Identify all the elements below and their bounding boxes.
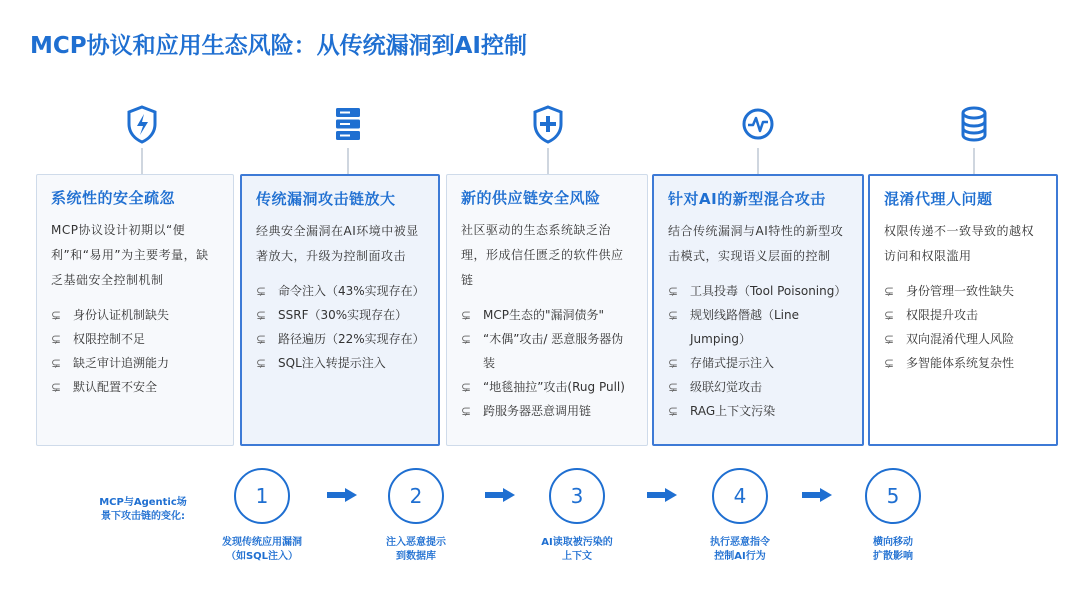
list-item: ⊊ “木偶”攻击/ 恶意服务器伪装	[461, 327, 633, 375]
icon-column-3	[518, 104, 578, 174]
card-title: 传统漏洞攻击链放大	[256, 190, 396, 208]
list-item: ⊊ 命令注入（43%实现存在）	[256, 279, 424, 303]
connector-line	[141, 148, 143, 174]
connector-line	[757, 148, 759, 174]
bullet-icon: ⊊	[51, 332, 62, 346]
risk-card-traditional-vuln-amplified	[240, 174, 440, 446]
shield-lightning-icon	[124, 104, 160, 144]
arrow-right-icon	[485, 488, 515, 502]
card-description: 权限传递不一致导致的越权访问和权限滥用	[884, 224, 1035, 263]
bullet-icon: ⊊	[256, 332, 267, 346]
bullet-icon: ⊊	[668, 380, 679, 394]
step-circle-4: 4	[712, 468, 768, 524]
list-item: ⊊ RAG上下文污染	[668, 399, 848, 423]
card-description: MCP协议设计初期以“便利”和“易用”为主要考量，缺乏基础安全控制机制	[51, 223, 209, 287]
card-title: 系统性的安全疏忽	[51, 189, 176, 207]
list-item: ⊊ “地毯抽拉”攻击(Rug Pull)	[461, 375, 633, 399]
icon-column-4	[728, 104, 788, 174]
list-item: ⊊ 存储式提示注入	[668, 351, 848, 375]
step-label-2: 注入恶意提示 到数据库	[386, 537, 446, 562]
list-item: ⊊ 路径遍历（22%实现存在）	[256, 327, 424, 351]
list-item: ⊊ 双向混淆代理人风险	[884, 327, 1042, 351]
bullet-icon: ⊊	[668, 308, 679, 322]
risk-card-confused-deputy	[868, 174, 1058, 446]
bullet-icon: ⊊	[51, 380, 62, 394]
bullet-icon: ⊊	[51, 308, 62, 322]
connector-line	[347, 148, 349, 174]
bullet-icon: ⊊	[668, 356, 679, 370]
bullet-icon: ⊊	[461, 332, 472, 346]
list-item: ⊊ 工具投毒（Tool Poisoning）	[668, 279, 848, 303]
step-circle-5: 5	[865, 468, 921, 524]
bullet-icon: ⊊	[884, 308, 895, 322]
list-item: ⊊ 权限提升攻击	[884, 303, 1042, 327]
list-item: ⊊ 级联幻觉攻击	[668, 375, 848, 399]
bullet-icon: ⊊	[461, 404, 472, 418]
connector-line	[547, 148, 549, 174]
card-item-list	[256, 279, 424, 375]
step-label-3: AI读取被污染的 上下文	[541, 537, 613, 562]
attack-chain-label: MCP与Agentic场 景下攻击链的变化:	[99, 497, 187, 522]
bullet-icon: ⊊	[884, 356, 895, 370]
server-stack-icon	[330, 104, 366, 144]
card-description: 经典安全漏洞在AI环境中被显著放大，升级为控制面攻击	[256, 224, 419, 263]
bullet-icon: ⊊	[256, 356, 267, 370]
bullet-icon: ⊊	[256, 284, 267, 298]
list-item: ⊊ 身份管理一致性缺失	[884, 279, 1042, 303]
step-label-5: 横向移动 扩散影响	[873, 537, 913, 562]
page-title: MCP协议和应用生态风险：从传统漏洞到AI控制	[30, 33, 527, 59]
arrow-right-icon	[647, 488, 677, 502]
list-item: ⊊ 身份认证机制缺失	[51, 303, 219, 327]
bullet-icon: ⊊	[884, 332, 895, 346]
arrow-right-icon	[802, 488, 832, 502]
bullet-icon: ⊊	[256, 308, 267, 322]
risk-card-systemic-negligence	[36, 174, 234, 446]
card-description: 结合传统漏洞与AI特性的新型攻击模式，实现语义层面的控制	[668, 224, 844, 263]
risk-card-supply-chain	[446, 174, 648, 446]
card-description: 社区驱动的生态系统缺乏治理，形成信任匮乏的软件供应链	[461, 223, 624, 287]
card-title: 新的供应链安全风险	[461, 189, 601, 207]
bullet-icon: ⊊	[461, 380, 472, 394]
bullet-icon: ⊊	[51, 356, 62, 370]
bullet-icon: ⊊	[668, 404, 679, 418]
card-item-list	[461, 303, 633, 423]
bullet-icon: ⊊	[461, 308, 472, 322]
list-item: ⊊ 默认配置不安全	[51, 375, 219, 399]
risk-card-ai-hybrid-attacks	[652, 174, 864, 446]
step-label-4: 执行恶意指令 控制AI行为	[710, 537, 770, 562]
card-item-list	[51, 303, 219, 399]
step-circle-3: 3	[549, 468, 605, 524]
list-item: ⊊ 多智能体系统复杂性	[884, 351, 1042, 375]
card-item-list	[668, 279, 848, 423]
list-item: ⊊ SQL注入转提示注入	[256, 351, 424, 375]
list-item: ⊊ 权限控制不足	[51, 327, 219, 351]
step-circle-1: 1	[234, 468, 290, 524]
list-item: ⊊ 规划线路僭越（Line Jumping）	[668, 303, 848, 351]
list-item: ⊊ SSRF（30%实现存在）	[256, 303, 424, 327]
list-item: ⊊ 跨服务器恶意调用链	[461, 399, 633, 423]
card-title: 混淆代理人问题	[884, 190, 993, 208]
icon-column-1	[112, 104, 172, 174]
icon-column-5	[944, 104, 1004, 174]
bullet-icon: ⊊	[884, 284, 895, 298]
list-item: ⊊ MCP生态的"漏洞债务"	[461, 303, 633, 327]
list-item: ⊊ 缺乏审计追溯能力	[51, 351, 219, 375]
step-circle-2: 2	[388, 468, 444, 524]
card-item-list	[884, 279, 1042, 375]
arrow-right-icon	[327, 488, 357, 502]
shield-plus-icon	[530, 104, 566, 144]
heartbeat-pulse-icon	[740, 104, 776, 144]
connector-line	[973, 148, 975, 174]
step-label-1: 发现传统应用漏洞 （如SQL注入）	[222, 537, 302, 562]
database-icon	[956, 104, 992, 144]
icon-column-2	[318, 104, 378, 174]
card-title: 针对AI的新型混合攻击	[668, 190, 826, 208]
bullet-icon: ⊊	[668, 284, 679, 298]
